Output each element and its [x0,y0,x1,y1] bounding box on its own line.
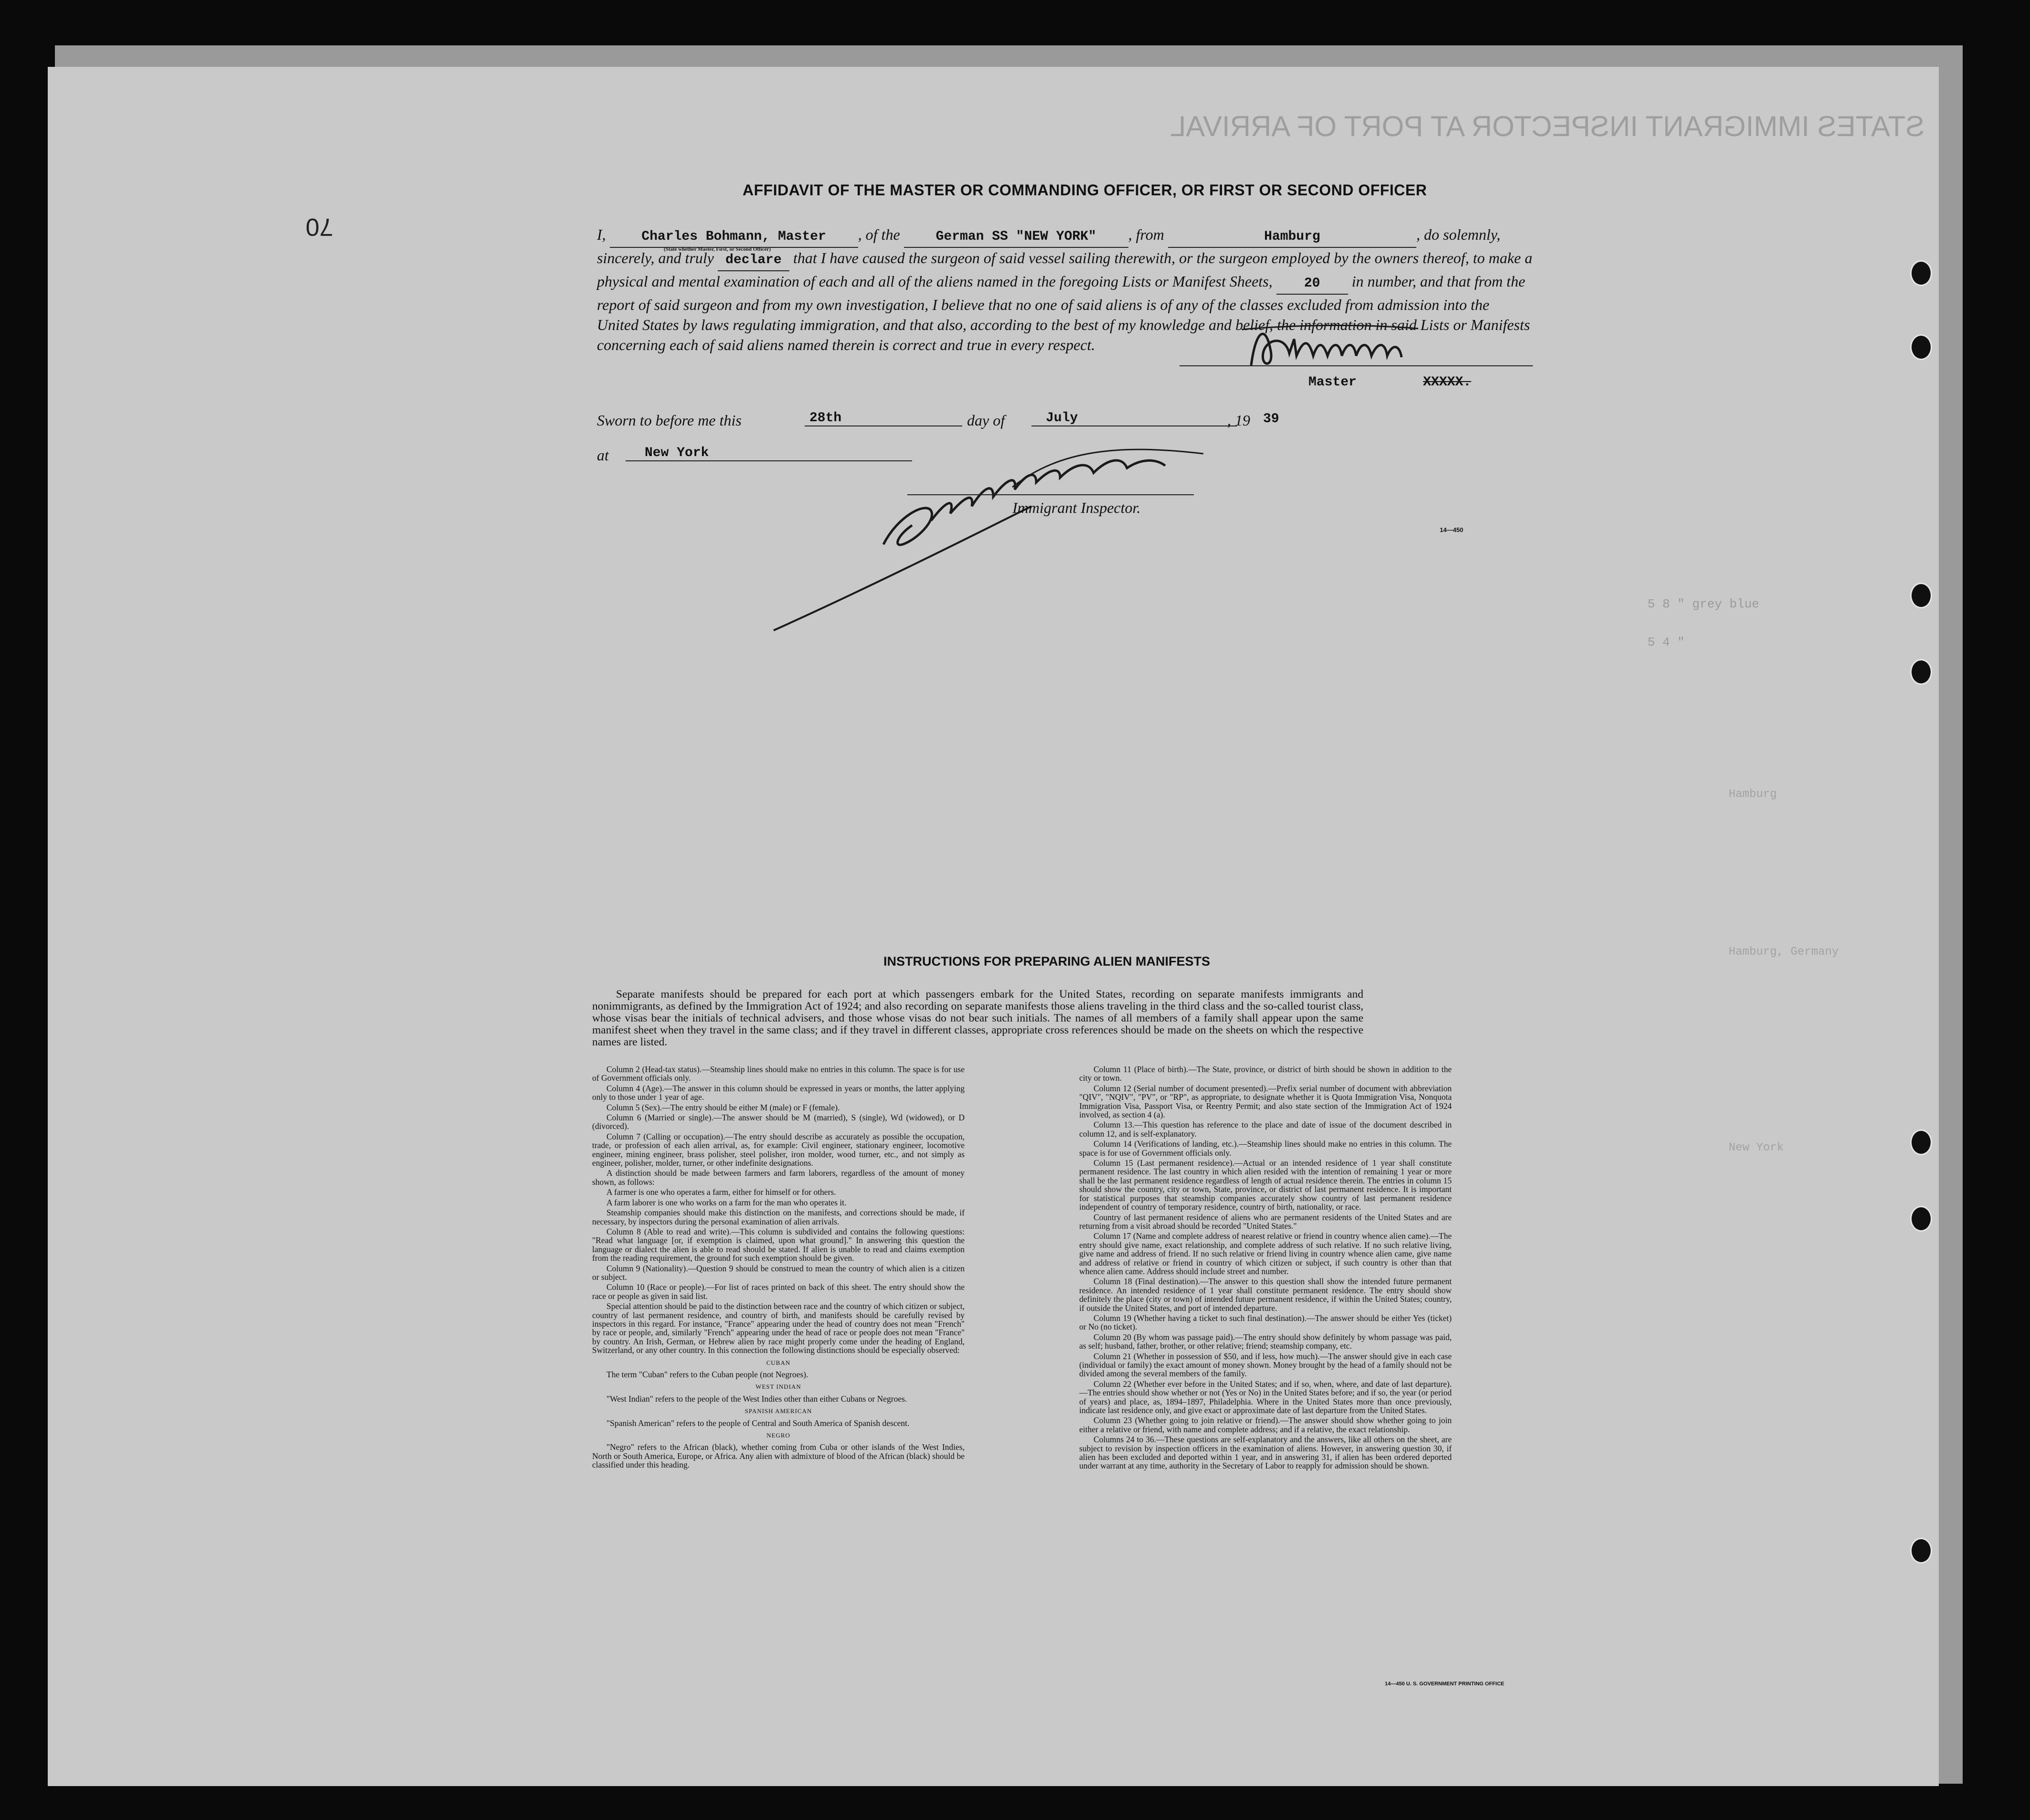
form-number: 14—450 [1440,526,1464,533]
instruction-paragraph: A farmer is one who operates a farm, either for himself or for others. [606,1187,836,1197]
instruction-paragraph: Column 4 (Age).—The answer in this column should be expressed in years or months, the latter applying only to those under 1 year of age. [592,1083,965,1102]
instruction-paragraph: Column 8 (Able to read and write).—This column is subdivided and contains the following questions: "Read what language [or, if exemption is claimed, upon what ground]." In answering this question the language or dialect the alien is able to read should be stated. If alien is unable to read and claims exemption from the reading requirement, the ground for such exemption should be given. [592,1226,965,1263]
cuban-heading: CUBAN [766,1359,791,1366]
bleed-through-header: STATES IMMIGRANT INSPECTOR AT PORT OF ARRIVAL [1169,110,1924,142]
instructions-intro: Separate manifests should be prepared for each port at which passengers embark for the United States, recording on separate manifests immigrants and nonimmigrants, as defined by the Immigration Act of 1924; and also recording on separate manifests those aliens traveling in the third class and the so-called tourist class, whose visas bear the initials of technical advisers, and those whose visas do not bear such initials. The names of all members of a family shall appear upon the same manifest sheet when they travel in the same class; and if they travel in different classes, appropriate cross references should be made on the sheets on which the respective names are listed. [592,988,1363,1048]
master-signature-line [1180,365,1533,366]
officer-name-field: Charles Bohmann, Master [610,227,858,248]
affidavit-body-1: that I have caused the surgeon of said vessel sailing therewith, or the surgeon employed by the owners thereof, to make a physical and mental examination of each and all of the aliens named in the foregoing Lists or Manifest Sheets, [597,249,1532,290]
spanish-american-heading: SPANISH AMERICAN [744,1407,812,1415]
affidavit-title: AFFIDAVIT OF THE MASTER OR COMMANDING OFFICER, OR FIRST OR SECOND OFFICER [743,181,1427,199]
year-prefix: , 19 [1227,412,1250,429]
instruction-paragraph: Column 12 (Serial number of document presented).—Prefix serial number of document with abbreviation "QIV", "NQIV", "PV", or "RP", as appropriate, to designate whether it is Quota Immigration Visa, Nonquota Immigration Visa, Passport Visa, or Reentry Permit; and also state section of the Immigration Act of 1924 involved, as section 4 (a). [1079,1083,1452,1120]
instruction-paragraph: Column 18 (Final destination).—The answer to this question shall show the intended future permanent residence. An intended residence of 1 year shall constitute permanent residence. The entry should show definitely the place (city or town) of intended future permanent residence, if within the United States; country, if outside the United States, and port of intended departure. [1079,1277,1452,1313]
punch-hole [1910,334,1932,360]
west-indian-definition: "West Indian" refers to the people of the West Indies other than either Cubans or Negroes. [606,1394,907,1404]
instructions-left-column [592,1065,965,1471]
vessel-field: German SS "NEW YORK" [904,227,1128,248]
instruction-paragraph: Column 20 (By whom was passage paid).—The entry should show definitely by whom passage was paid, as self; husband, father, brother, or other relative; friend; steamship company, etc. [1079,1332,1452,1351]
instruction-paragraph: Column 2 (Head-tax status).—Steamship lines should make no entries in this column. The space is for use of Government officials only. [592,1064,965,1083]
instruction-paragraph: Column 6 (Married or single).—The answer should be M (married), S (single), Wd (widowed), or D (divorced). [592,1113,965,1131]
bleed-through-line: Hamburg [1729,788,1777,801]
bleed-through-line: 5 4 " [1647,635,1685,649]
bleed-through-line: New York [1729,1141,1784,1154]
master-signature [1237,320,1423,377]
instruction-paragraph: Column 5 (Sex).—The entry should be either M (male) or F (female). [606,1102,840,1112]
instruction-paragraph: Column 15 (Last permanent residence).—Actual or an intended residence of 1 year shall constitute permanent residence. The last country in which alien resided with the intention of remaining 1 year or more shall be the last permanent residence regardless of length of actual residence therein. The entries in column 15 should show the country, city or town, State, province, or district of last permanent residence. It is important for statistical purposes that steamship companies accurately show country of last permanent residence independent of country of temporary residence, country of birth, nationality, or race. [1079,1158,1452,1212]
instruction-paragraph: Column 14 (Verifications of landing, etc.).—Steamship lines should make no entries in this column. The space is for use of Government officials only. [1079,1139,1452,1158]
west-indian-heading: WEST INDIAN [755,1383,801,1391]
sworn-day-field: 28th [805,411,962,426]
officer-note: (State whether Master, First, or Second Officer) [664,246,771,252]
sheet-count-field: 20 [1276,274,1348,295]
master-title: Master [1308,375,1357,390]
instruction-paragraph: Columns 24 to 36.—These questions are self-explanatory and the answers, like all others on the sheet, are subject to revision by inspection officers in the examination of aliens. However, in answering question 30, if alien has been excluded and deported within 1 year, and in answering 31, if alien has been ordered deported under warrant at any time, authority in the Secretary of Labor to reapply for admission should be shown. [1079,1435,1452,1471]
inspector-signature [726,430,1299,649]
instruction-paragraph: Column 17 (Name and complete address of nearest relative or friend in country whence alien came).—The entry should give name, exact relationship, and complete address of such relative. If no such relative living, give name and address of friend. If no such relative or friend living in country whence alien came, give name and address of relative or friend in country of which citizen or subject, if such country is other than that whence alien came. Address should include street and number. [1079,1231,1452,1276]
sworn-month-field: July [1031,411,1237,426]
punch-hole [1910,583,1932,608]
place-field: New York [626,446,912,461]
sworn-year-field: 39 [1263,412,1279,426]
instruction-paragraph: Steamship companies should make this distinction on the manifests, and corrections should be made, if necessary, by inspectors during the personal examination of alien arrivals. [592,1208,965,1226]
bleed-through-line: 5 8 " grey blue [1647,597,1760,611]
at-label: at [597,447,609,464]
punch-hole [1910,659,1932,685]
affidavit-body-2: in number, and that from the report of said surgeon and from my own investigation, I believe that no one of said aliens is of any of the classes excluded from admission into the United States by laws regulating immigration, and that also, according to the best of my knowledge and belief, the information in said Lists or Manifests concerning each of said aliens named therein is correct and true in every respect. [597,273,1530,353]
port-field: Hamburg [1168,227,1416,248]
manifest-sheet [48,67,1939,1786]
negro-heading: NEGRO [766,1432,790,1439]
instruction-paragraph: Column 13.—This question has reference to the place and date of issue of the document described in column 12, and is self-explanatory. [1079,1120,1452,1139]
margin-number: 70 [306,213,333,241]
struck-title: XXXXX. [1423,375,1471,390]
day-of-label: day of [967,412,1005,429]
instruction-paragraph: Column 22 (Whether ever before in the United States; and if so, when, where, and date of last departure).—The entries should show whether or not (Yes or No) in the United States before; and if so, the year (or period of years) and place, as, 1894–1897, Philadelphia. Where in the United States more than once previously, indicate last residence only, and give exact or approximate date of last departure from the United States. [1079,1379,1452,1416]
instructions-right-column [1079,1065,1452,1472]
verb-field: declare [718,250,789,271]
affidavit-of-the: , of the [858,226,900,243]
punch-hole [1910,260,1932,286]
negro-definition: "Negro" refers to the African (black), whether coming from Cuba or other islands of the West Indies, North or South America, Europe, or Africa. Any alien with admixture of blood of the African (black) should be classified under this heading. [592,1442,965,1470]
instruction-paragraph: Column 7 (Calling or occupation).—The entry should describe as accurately as possible the occupation, trade, or profession of each alien arrival, as, for example: Civil engineer, stationary engineer, locomotive engineer, mining engineer, brass polisher, steel polisher, iron molder, wood turner, etc., and not simply as engineer, polisher, molder, turner, or other indefinite designations. [592,1131,965,1168]
instruction-paragraph: A farm laborer is one who works on a farm for the man who operates it. [606,1197,847,1207]
punch-hole [1910,1538,1932,1564]
instruction-paragraph: Column 19 (Whether having a ticket to such final destination).—The answer should be either Yes (ticket) or No (no ticket). [1079,1313,1452,1332]
instruction-paragraph: Column 11 (Place of birth).—The State, province, or district of birth should be shown in addition to the city or town. [1079,1064,1452,1083]
instruction-paragraph: Column 23 (Whether going to join relative or friend).—The answer should show whether going to join either a relative or friend, with name and complete address; and if a relative, the exact relationship. [1079,1416,1452,1434]
instruction-paragraph: Column 9 (Nationality).—Question 9 should be construed to mean the country of which alien is a citizen or subject. [592,1263,965,1282]
printer-mark: 14—450 U. S. GOVERNMENT PRINTING OFFICE [1385,1681,1504,1687]
spanish-american-definition: "Spanish American" refers to the people of Central and South America of Spanish descent. [606,1418,910,1428]
instruction-paragraph: Country of last permanent residence of aliens who are permanent residents of the United States and are returning from a visit abroad should be recorded "United States." [1079,1212,1452,1231]
affidavit-from: , from [1128,226,1164,243]
sworn-label: Sworn to before me this [597,412,742,429]
instruction-paragraph: Special attention should be paid to the distinction between race and the country of which citizen or subject, country of last permanent residence, and country of birth, and manifests should be carefully revised by inspectors in this regard. For instance, "France" appearing under the head of country does not mean "French" by race or people, and, similarly "French" appearing under the head of race or people does not mean "France" by country. An Irish, German, or Hebrew alien by race might properly come under the heading of England, Switzerland, or any other country. In this connection the following distinctions should be especially observed: [592,1301,965,1355]
instruction-paragraph: A distinction should be made between farmers and farm laborers, regardless of the amount of money shown, as follows: [592,1168,965,1187]
instructions-title: INSTRUCTIONS FOR PREPARING ALIEN MANIFESTS [883,954,1211,969]
affidavit-solemnly: solemnly, sincerely, and truly [597,226,1500,266]
bleed-through-line: Hamburg, Germany [1729,946,1839,958]
inspector-title: Immigrant Inspector. [1012,499,1141,516]
affidavit-do: , do [1416,226,1439,243]
punch-hole [1910,1129,1932,1155]
instruction-paragraph: Column 21 (Whether in possession of $50, and if less, how much).—The answer should give in each case (individual or family) the exact amount of money shown. Money brought by the head of a family should not be divided among the several members of the family. [1079,1351,1452,1379]
punch-hole [1910,1206,1932,1232]
cuban-definition: The term "Cuban" refers to the Cuban people (not Negroes). [606,1370,808,1379]
instruction-paragraph: Column 10 (Race or people).—For list of races printed on back of this sheet. The entry should show the race or people as given in said list. [592,1282,965,1301]
inspector-signature-line [907,494,1194,495]
affidavit-i: I, [597,226,606,243]
